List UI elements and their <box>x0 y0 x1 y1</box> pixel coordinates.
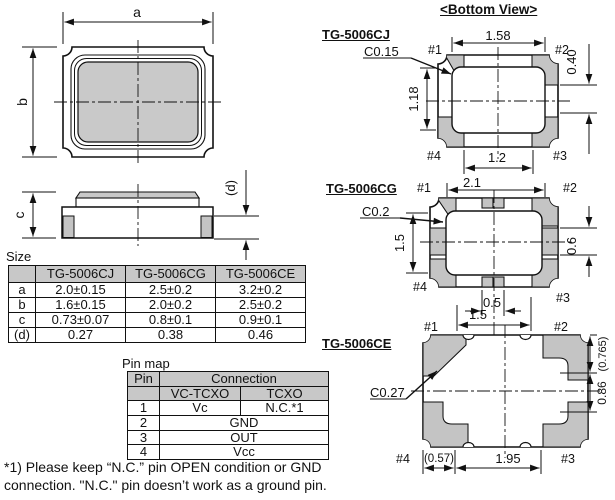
side-view-body <box>62 207 213 238</box>
pin-3-number: 3 <box>128 430 160 445</box>
cg-pad-top-center-b <box>493 198 504 208</box>
pin-4-number: 4 <box>128 445 160 460</box>
ce-pin1-label: #1 <box>424 320 438 334</box>
size-table-title: Size <box>6 249 32 264</box>
side-view-seam <box>76 198 199 207</box>
pin-1-tcxo: N.C.*1 <box>241 401 329 416</box>
pin-row-3 <box>128 430 329 445</box>
pin-row-2 <box>128 415 329 430</box>
pin-2-connection: GND <box>160 415 329 430</box>
size-c-cj: 0.73±0.07 <box>36 313 126 328</box>
cg-pad-bottom-center-a <box>482 277 493 287</box>
cg-pin2-label: #2 <box>563 181 577 195</box>
size-a-ce: 3.2±0.2 <box>216 283 306 298</box>
ce-pin4-label: #4 <box>396 452 410 466</box>
ce-chamfer-label: C0.27 <box>370 385 405 400</box>
ce-view-title: TG-5006CE <box>322 336 392 351</box>
footnote <box>4 458 372 495</box>
size-table <box>8 265 306 343</box>
cg-pin3-label: #3 <box>556 291 570 305</box>
pin-map-table <box>127 371 329 460</box>
cj-pin4-label: #4 <box>427 149 441 163</box>
size-row-a-label: a <box>9 283 36 298</box>
dim-b-label: b <box>14 98 30 106</box>
cg-dim-bottom-label: 1.5 <box>468 307 488 322</box>
cg-pad-left-mid <box>430 228 447 255</box>
tcxo-subheader: TCXO <box>241 386 329 401</box>
pin-1-vc-tcxo: Vc <box>160 401 241 416</box>
size-row-b-label: b <box>9 298 36 313</box>
vc-tcxo-subheader: VC-TCXO <box>160 386 241 401</box>
dim-d-label: (d) <box>223 180 238 196</box>
cj-view-title: TG-5006CJ <box>322 27 390 42</box>
pin-map-header-row <box>128 372 329 387</box>
footnote-line-2: connection. "N.C." pin doesn’t work as a ground pin. <box>4 477 327 494</box>
cj-cavity <box>452 67 545 133</box>
dim-a-label: a <box>133 4 141 20</box>
dim-c <box>22 192 56 238</box>
cg-pad-top-center-a <box>482 198 493 208</box>
pin-row-1 <box>128 401 329 416</box>
pin-4-connection: Vcc <box>160 445 329 460</box>
size-row-b <box>9 298 306 313</box>
pin-map-title: Pin map <box>122 356 170 371</box>
size-b-cj: 1.6±0.15 <box>36 298 126 313</box>
pin-3-connection: OUT <box>160 430 329 445</box>
cg-dim-top-label: 2.1 <box>462 175 482 190</box>
connection-col-header: Connection <box>160 372 329 387</box>
size-row-a <box>9 283 306 298</box>
size-col-cg: TG-5006CG <box>126 266 216 283</box>
pin-col-subheader-empty <box>128 386 160 401</box>
size-d-cj: 0.27 <box>36 328 126 343</box>
cj-dim-top-label: 1.58 <box>485 28 511 43</box>
size-c-cg: 0.8±0.1 <box>126 313 216 328</box>
side-view-pad-right <box>201 216 212 238</box>
ce-dim-bottom-label: 1.95 <box>495 451 521 466</box>
cg-dim-bottom-inner-label: 0.5 <box>482 295 502 310</box>
footnote-line-1: *1) Please keep “N.C.” pin OPEN condition or GND <box>4 459 322 475</box>
side-view-lid <box>76 192 199 198</box>
side-view-pad-left <box>63 216 74 238</box>
pin-map-subheader-row <box>128 386 329 401</box>
size-row-c <box>9 313 306 328</box>
cg-pin4-label: #4 <box>413 280 427 294</box>
size-b-cg: 2.0±0.2 <box>126 298 216 313</box>
cg-pin1-label: #1 <box>417 181 431 195</box>
top-view-drawing <box>22 12 223 164</box>
cg-pad-right-mid <box>541 228 558 255</box>
cg-pad-bottom-center-b <box>493 277 504 287</box>
size-col-ce: TG-5006CE <box>216 266 306 283</box>
ce-pin3-label: #3 <box>561 452 575 466</box>
size-a-cj: 2.0±0.15 <box>36 283 126 298</box>
cg-chamfer-label: C0.2 <box>362 204 390 219</box>
cj-dim-left-label: 1.18 <box>406 86 421 112</box>
size-d-cg: 0.38 <box>126 328 216 343</box>
cj-pin3-label: #3 <box>553 149 567 163</box>
pin-2-number: 2 <box>128 415 160 430</box>
cj-dim-right-label: 0.40 <box>564 49 579 75</box>
size-table-header-row <box>9 266 306 283</box>
bottom-view-title: <Bottom View> <box>440 2 538 17</box>
pin-1-number: 1 <box>128 401 160 416</box>
size-col-cj: TG-5006CJ <box>36 266 126 283</box>
cj-dim-bottom-label: 1.2 <box>487 150 507 165</box>
size-col-empty <box>9 266 36 283</box>
size-row-c-label: c <box>9 313 36 328</box>
ce-dim-bottom-left-label: (0.57) <box>423 453 455 465</box>
pin-col-header: Pin <box>128 372 160 387</box>
size-row-d-label: (d) <box>9 328 36 343</box>
cg-view-title: TG-5006CG <box>326 181 397 196</box>
ce-dim-right-label: 0.86 <box>595 381 609 405</box>
size-d-ce: 0.46 <box>216 328 306 343</box>
size-c-ce: 0.9±0.1 <box>216 313 306 328</box>
cg-dim-right-label: 0.6 <box>564 236 579 256</box>
cg-dim-left-label: 1.5 <box>392 233 407 253</box>
cj-pin1-label: #1 <box>428 43 442 57</box>
size-a-cg: 2.5±0.2 <box>126 283 216 298</box>
size-b-ce: 2.5±0.2 <box>216 298 306 313</box>
cj-pin2-label: #2 <box>555 43 569 57</box>
dim-c-label: c <box>11 211 27 219</box>
ce-dim-right-top-label: (0.765) <box>597 336 609 372</box>
size-row-d <box>9 328 306 343</box>
ce-pin2-label: #2 <box>554 320 568 334</box>
cj-chamfer-label: C0.15 <box>364 44 399 59</box>
